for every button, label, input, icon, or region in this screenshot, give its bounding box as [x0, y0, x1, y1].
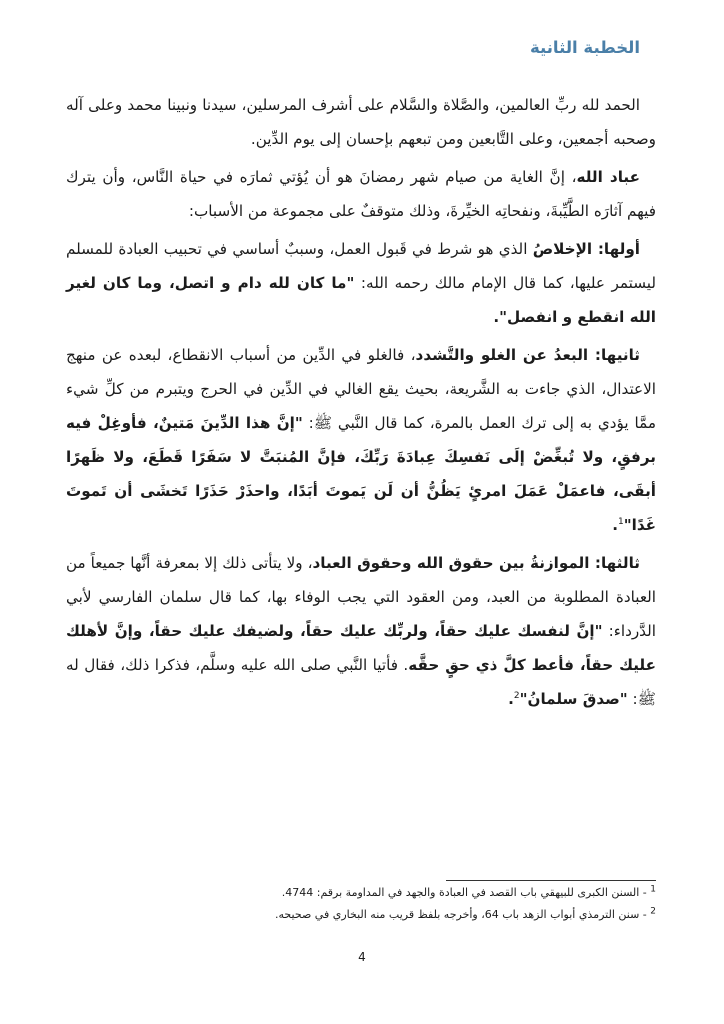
paragraph [66, 338, 656, 542]
footnote-separator [446, 880, 656, 881]
text-run: . فأتيا النَّبي صلى الله عليه وسلَّم، فذكرا ذلك، فقال له ﷺ: [66, 656, 656, 708]
footnote-ref: 2 [513, 690, 520, 701]
page-number: 4 [358, 950, 366, 964]
footnote [66, 882, 656, 904]
bold-text: . [612, 516, 618, 534]
text-run: الحمد لله ربِّ العالمين، والصَّلاة والسَّلام على أشرف المرسلين، سيدنا ونبينا محمد وعلى آله وصحبه أجمعين، وعلى التَّابعين ومن تبعهم بإحسان إلى يوم الدِّين. [66, 96, 656, 148]
text-run: الذي هو شرط في قَبول العمل، وسببٌ أساسي في تحبيب العبادة للمسلم ليستمر عليها، كما قال الإمام مالك رحمه الله: [66, 240, 657, 292]
text-run: ، ولا يتأتى ذلك إلا بمعرفة أنَّها جميعاً من العبادة المطلوبة من العبد، ومن العقود التي يجب الوفاء بها، كما قال سلمان الفارسي لأبي الدَّرداء: [66, 554, 656, 640]
footnote-number: 1 [650, 884, 656, 895]
body-text [66, 88, 656, 720]
bold-text: ثانيها: البعدُ عن الغلو والتَّشدد [415, 346, 641, 364]
bold-text: "صدقَ سلمانُ" [519, 690, 628, 708]
footnote-text: - السنن الكبرى للبيهقي باب القصد في العبادة والجهد في المداومة برقم: 4744. [281, 886, 651, 899]
footnotes [66, 882, 656, 926]
paragraph [66, 88, 656, 156]
bold-text: أولها: الإخلاصُ [532, 240, 640, 258]
text-run: ، إنَّ الغاية من صيام شهر رمضانَ هو أن يُؤتي ثمارَه في حياة النَّاس، وأن يترك فيهم آثارَه الطَّيِّبةَ، ونفحاتِه الخيِّرةَ، وذلك متوقفٌ على مجموعة من الأسباب: [66, 168, 656, 220]
footnote-text: - سنن الترمذي أبواب الزهد باب 64، وأخرجه بلفظ قريب منه البخاري في صحيحه. [275, 908, 651, 921]
footnote-ref: 1 [617, 516, 624, 527]
footnote-number: 2 [650, 906, 656, 917]
paragraph [66, 160, 656, 228]
bold-text: ثالثها: الموازنةُ بين حقوق الله وحقوق العباد [312, 554, 640, 572]
section-heading: الخطبة الثانية [529, 38, 640, 57]
bold-text: "إنَّ لنفسك عليك حقاً، ولربِّك عليك حقاً، ولضيفك عليك حقاً، وإنَّ لأهلك عليك حقاً، فأعط كلَّ ذي حقٍ حقَّه [66, 622, 656, 674]
text-run: ، فالغلو في الدِّين من أسباب الانقطاع، لبعده عن منهج الاعتدال، الذي جاءت به الشَّريعة، بحيث يقع الغالي في الدِّين في الحرج ويتبرم من كلِّ شيء ممَّا يؤدي به إلى ترك العمل بالمرة، كما قال النَّبي ﷺ: [66, 346, 656, 432]
bold-text: عباد الله [576, 168, 641, 186]
footnote [66, 904, 656, 926]
bold-text: "ما كان لله دام و اتصل، وما كان لغير الله انقطع و انفصل". [66, 274, 656, 326]
bold-text: "إنَّ هذا الدِّينَ مَتينٌ، فأوغِلْ فيه برفقٍ، ولا تُبغِّضْ إلَى نَفسِكَ عِبادَةَ رَبِّكَ، فإنَّ المُنبَتَّ لا سَفَرًا قَطَعَ، ولا ظَهرًا أبقَى، فاعمَلْ عَمَلَ امرئٍ يَظُنُّ أن لَن يَموتَ أبَدًا، واحذَرْ حَذَرًا تَخشَى أن تَموتَ غَدًا" [66, 414, 656, 534]
paragraph [66, 232, 656, 334]
paragraph [66, 546, 656, 716]
bold-text: . [508, 690, 514, 708]
